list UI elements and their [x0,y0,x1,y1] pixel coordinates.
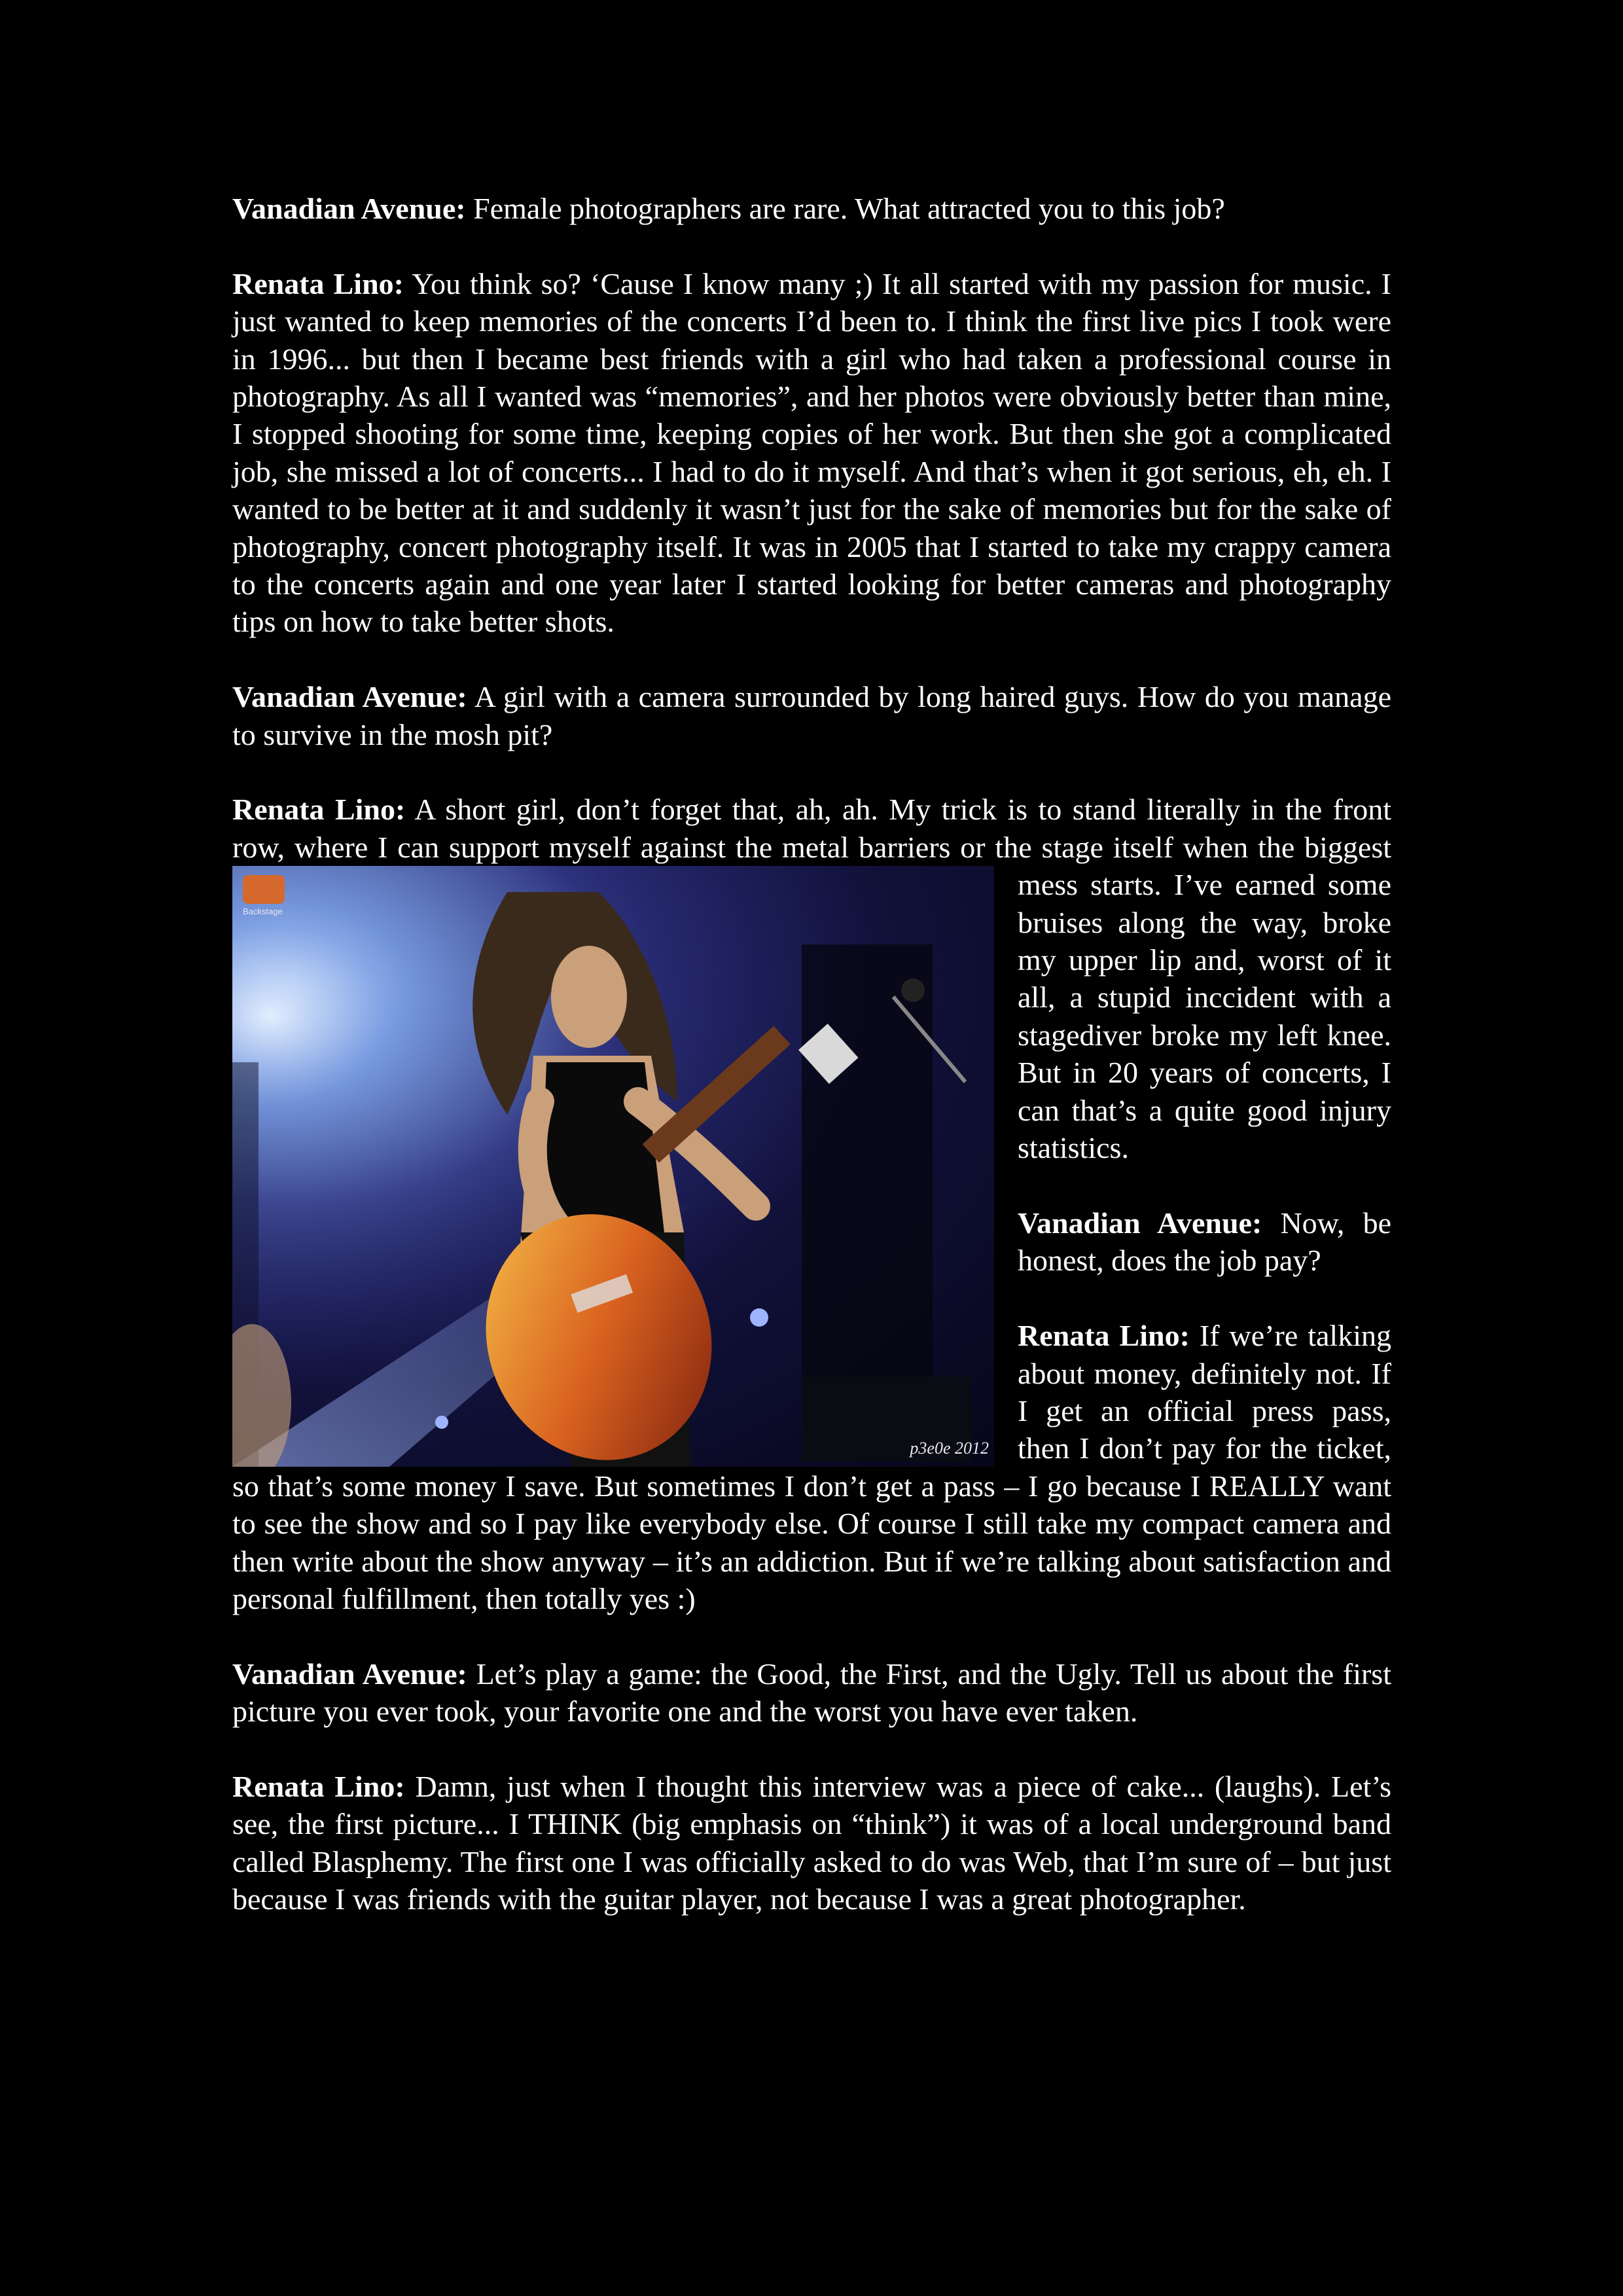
guitarist-photo-illustration [232,866,994,1467]
backstage-logo-icon [243,875,285,904]
answer-text: If we’re talking about money, definitely not. If I get an official press pass, then I don’t pay for the ticket, so that’s some money I save. But sometimes I don’t get a pass – I go because I REALLY want to see the show and so I pay like everybody else. Of course I still take my compact camera and then write about the show anyway – it’s an addiction. But if we’re talking about satisfaction and personal fulfillment, then totally yes :) [232,1319,1391,1615]
speaker-label: Vanadian Avenue: [1018,1206,1262,1240]
speaker-label: Vanadian Avenue: [232,680,467,714]
speaker-label: Renata Lino: [232,266,404,300]
concert-photo [232,866,994,1467]
speaker-label: Vanadian Avenue: [232,192,466,225]
question-2 [232,678,1391,753]
answer-text-before-photo: A short girl, don’t forget that, ah, ah. My trick is to stand literally in the front row, where I can support myself against the metal barriers or the stage itself when [232,793,1392,864]
question-text: A girl with a camera surrounded by long haired guys. How do you manage to survive in the mosh pit? [232,680,1391,751]
photo-logo-text: Backstage [243,906,283,917]
speaker-label: Vanadian Avenue: [232,1657,467,1691]
answer-text: Damn, just when I thought this interview was a piece of cake... (laughs). Let’s see, the first picture... I THINK (big emphasis on “think”) it was of a local underground band called Blasphemy. The first one I was officially asked to do was Web, that I’m sure of – but just because I was friends with the guitar player, not because I was a great photographer. [232,1769,1391,1916]
answer-4 [232,1768,1391,1918]
answer-text: You think so? ‘Cause I know many ;) It all started with my passion for music. I just wanted to keep memories of the concerts I’d been to. I think the first live pics I took were in 1996... but then I became best friends with a girl who had taken a professional course in photography. As all I wanted was “memories”, and her photos were obviously better than mine, I stopped shooting for some time, keeping copies of her work. But then she got a complicated job, she missed a lot of concerts... I had to do it myself. And that’s when it got serious, eh, eh. I wanted to be better at it and suddenly it wasn’t just for the sake of memories but for the sake of photography, concert photography itself. It was in 2005 that I started to take my crappy camera to the concerts again and one year later I started looking for better cameras and photography tips on how to take better shots. [232,266,1391,639]
speaker-label: Renata Lino: [232,1769,405,1803]
question-text: Female photographers are rare. What attracted you to this job? [465,192,1225,225]
question-text: Now, be honest, does the job pay? [1018,1206,1391,1278]
question-4 [232,1655,1391,1731]
question-1 [232,190,1391,227]
question-text: Let’s play a game: the Good, the First, and the Ugly. Tell us about the first picture you ever took, your favorite one and the worst you have ever taken. [232,1657,1391,1729]
interview-article [232,190,1391,1956]
speaker-label: Renata Lino: [1018,1319,1190,1353]
answer-1 [232,265,1391,641]
speaker-label: Renata Lino: [232,793,406,827]
answer-text-after-photo: the biggest mess starts. I’ve earned some bruises along the way, broke my upper lip and, worst of it all, a stupid inccident with a stagediver broke my left knee. But in 20 years of concerts, I can that’s a quite good injury statistics. [1018,830,1392,1165]
photographer-signature: p3e0e 2012 [910,1439,989,1458]
